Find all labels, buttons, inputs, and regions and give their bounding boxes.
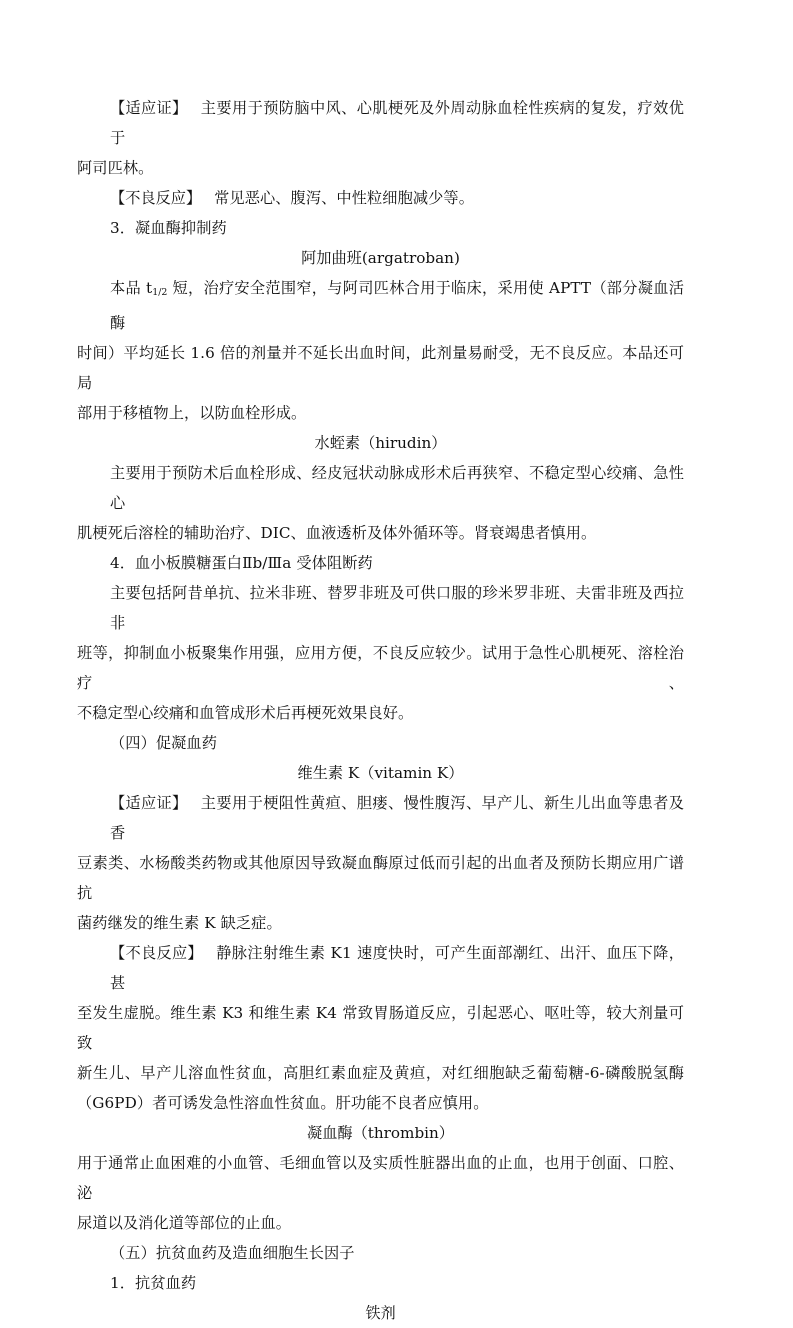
section-heading-antianemia: （五）抗贫血药及造血细胞生长因子 [110,1244,355,1263]
paragraph-line: 主要用于预防术后血栓形成、经皮冠状动脉成形术后再狭窄、不稳定型心绞痛、急性心 [110,464,684,513]
paragraph-line: 班等，抑制血小板聚集作用强，应用方便，不良反应较少。试用于急性心肌梗死、溶栓治疗、 [77,644,684,693]
drug-name-argatroban: 阿加曲班(argatroban) [301,249,460,267]
paragraph-line: 新生儿、早产儿溶血性贫血，高胆红素血症及黄疸，对红细胞缺乏葡萄糖-6-磷酸脱氢酶 [77,1064,684,1083]
section-heading-procoagulants: （四）促凝血药 [110,734,218,753]
paragraph-text: 主要用于预防脑中风、心肌梗死及外周动脉血栓性疾病的复发，疗效优于 [110,99,685,147]
paragraph-line [77,273,684,338]
indication-label: 【适应证】 [110,794,188,813]
paragraph-line [77,938,684,998]
paragraph-line [77,183,684,213]
paragraph-text-pre: 本品 t [110,279,153,297]
paragraph-line: 不稳定型心绞痛和血管成形术后再梗死效果良好。 [77,704,414,723]
adverse-reaction-label: 【不良反应】 [110,944,203,963]
paragraph-line: 豆素类、水杨酸类药物或其他原因导致凝血酶原过低而引起的出血者及预防长期应用广谱抗 [77,854,684,903]
section-heading-gp-receptor-blockers: 4．血小板膜糖蛋白Ⅱb/Ⅲa 受体阻断药 [110,554,373,573]
paragraph-line: 至发生虚脱。维生素 K3 和维生素 K4 常致胃肠道反应，引起恶心、呕吐等，较大剂量可致 [77,1004,684,1053]
paragraph-text: 主要用于梗阻性黄疸、胆瘘、慢性腹泻、早产儿、新生儿出血等患者及香 [110,794,685,843]
drug-name-iron: 铁剂 [365,1304,396,1323]
paragraph-line: 部用于移植物上，以防血栓形成。 [77,404,307,423]
section-heading-thrombin-inhibitors: 3．凝血酶抑制药 [110,219,227,237]
drug-name-thrombin: 凝血酶（thrombin） [307,1124,454,1143]
paragraph-line: 主要包括阿昔单抗、拉米非班、替罗非班及可供口服的珍米罗非班、夫雷非班及西拉非 [110,584,684,633]
paragraph-text-post: 短，治疗安全范围窄，与阿司匹林合用于临床，采用使 APTT（部分凝血活酶 [110,279,684,333]
paragraph-line: 菌药继发的维生素 K 缺乏症。 [77,914,282,933]
adverse-reaction-label: 【不良反应】 [110,189,202,207]
drug-name-vitamin-k: 维生素 K（vitamin K） [297,764,464,783]
paragraph-line: 用于通常止血困难的小血管、毛细血管以及实质性脏器出血的止血，也用于创面、口腔、泌 [77,1154,684,1203]
half-life-subscript: 1/2 [152,287,168,299]
paragraph-line [77,93,684,153]
drug-name-hirudin: 水蛭素（hirudin） [314,434,447,453]
paragraph-line: 尿道以及消化道等部位的止血。 [77,1214,292,1233]
indication-label: 【适应证】 [110,99,188,117]
paragraph-line: 肌梗死后溶栓的辅助治疗、DIC、血液透析及体外循环等。肾衰竭患者慎用。 [77,524,597,543]
section-heading-antianemia-drugs: 1．抗贫血药 [110,1274,197,1293]
paragraph-line: 阿司匹林。 [77,159,154,177]
paragraph-line: 时间）平均延长 1.6 倍的剂量并不延长出血时间，此剂量易耐受，无不良反应。本品还可局 [77,344,684,393]
paragraph-line: （G6PD）者可诱发急性溶血性贫血。肝功能不良者应慎用。 [77,1094,489,1113]
paragraph-line [77,788,684,848]
paragraph-text: 常见恶心、腹泻、中性粒细胞减少等。 [214,189,475,207]
paragraph-text: 静脉注射维生素 K1 速度快时，可产生面部潮红、出汗、血压下降，甚 [110,944,684,993]
document-text-block [77,93,684,1328]
